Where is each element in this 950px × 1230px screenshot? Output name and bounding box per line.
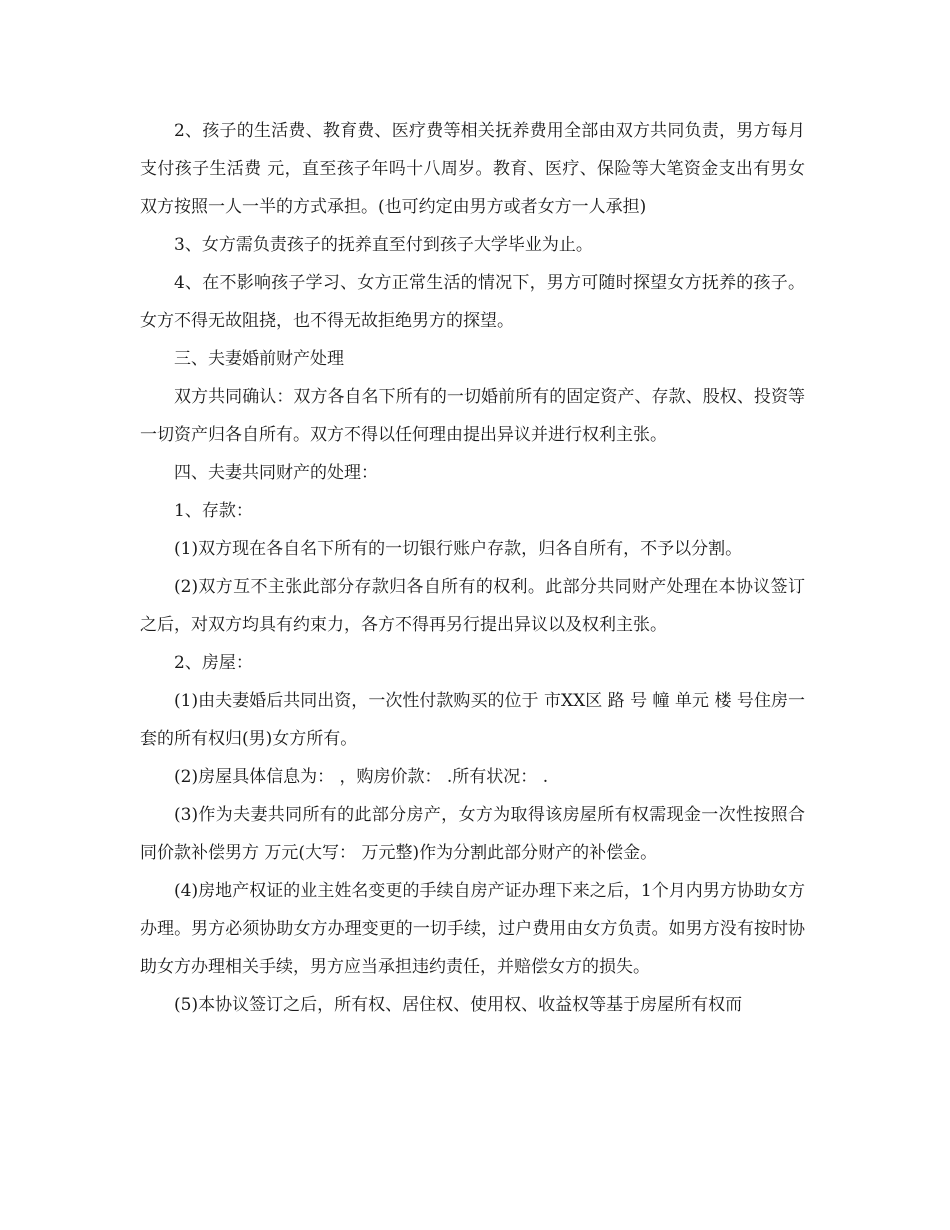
paragraph-visitation: 4、在不影响孩子学习、女方正常生活的情况下，男方可随时探望女方抚养的孩子。女方不得无故阻挠，也不得无故拒绝男方的探望。 <box>140 273 805 331</box>
paragraph-child-raising: 3、女方需负责孩子的抚养直至付到孩子大学毕业为止。 <box>174 235 593 255</box>
paragraph-deposits-1: (1)双方现在各自名下所有的一切银行账户存款，归各自所有，不予以分割。 <box>174 539 743 559</box>
document-body <box>140 112 805 1024</box>
paragraph-deposits-2: (2)双方互不主张此部分存款归各自所有的权利。此部分共同财产处理在本协议签订之后，对双方均具有约束力，各方不得再另行提出异议以及权利主张。 <box>140 577 805 635</box>
section-heading-joint-property: 四、夫妻共同财产的处理： <box>174 463 378 483</box>
paragraph-house-4: (4)房地产权证的业主姓名变更的手续自房产证办理下来之后，1个月内男方协助女方办理。男方必须协助女方办理变更的一切手续，过户费用由女方负责。如男方没有按时协助女方办理相关手续，男方应当承担违约责任，并赔偿女方的损失。 <box>140 881 805 977</box>
subheading-house: 2、房屋： <box>174 653 253 673</box>
paragraph-child-expenses: 2、孩子的生活费、教育费、医疗费等相关抚养费用全部由双方共同负责，男方每月支付孩子生活费 元，直至孩子年吗十八周岁。教育、医疗、保险等大笔资金支出有男女双方按照一人一半的方式承担。(也可约定由男方或者女方一人承担) <box>140 121 805 217</box>
paragraph-house-5: (5)本协议签订之后，所有权、居住权、使用权、收益权等基于房屋所有权而 <box>174 995 743 1015</box>
subheading-deposits: 1、存款： <box>174 501 253 521</box>
paragraph-premarital-confirmation: 双方共同确认：双方各自名下所有的一切婚前所有的固定资产、存款、股权、投资等一切资产归各自所有。双方不得以任何理由提出异议并进行权利主张。 <box>140 387 805 445</box>
section-heading-premarital-property: 三、夫妻婚前财产处理 <box>174 349 344 369</box>
paragraph-house-1: (1)由夫妻婚后共同出资，一次性付款购买的位于 市XX区 路 号 幢 单元 楼 号住房一套的所有权归(男)女方所有。 <box>140 691 805 749</box>
paragraph-house-2: (2)房屋具体信息为： ，购房价款： .所有状况： . <box>174 767 549 787</box>
paragraph-house-3: (3)作为夫妻共同所有的此部分房产，女方为取得该房屋所有权需现金一次性按照合同价款补偿男方 万元(大写： 万元整)作为分割此部分财产的补偿金。 <box>140 805 805 863</box>
